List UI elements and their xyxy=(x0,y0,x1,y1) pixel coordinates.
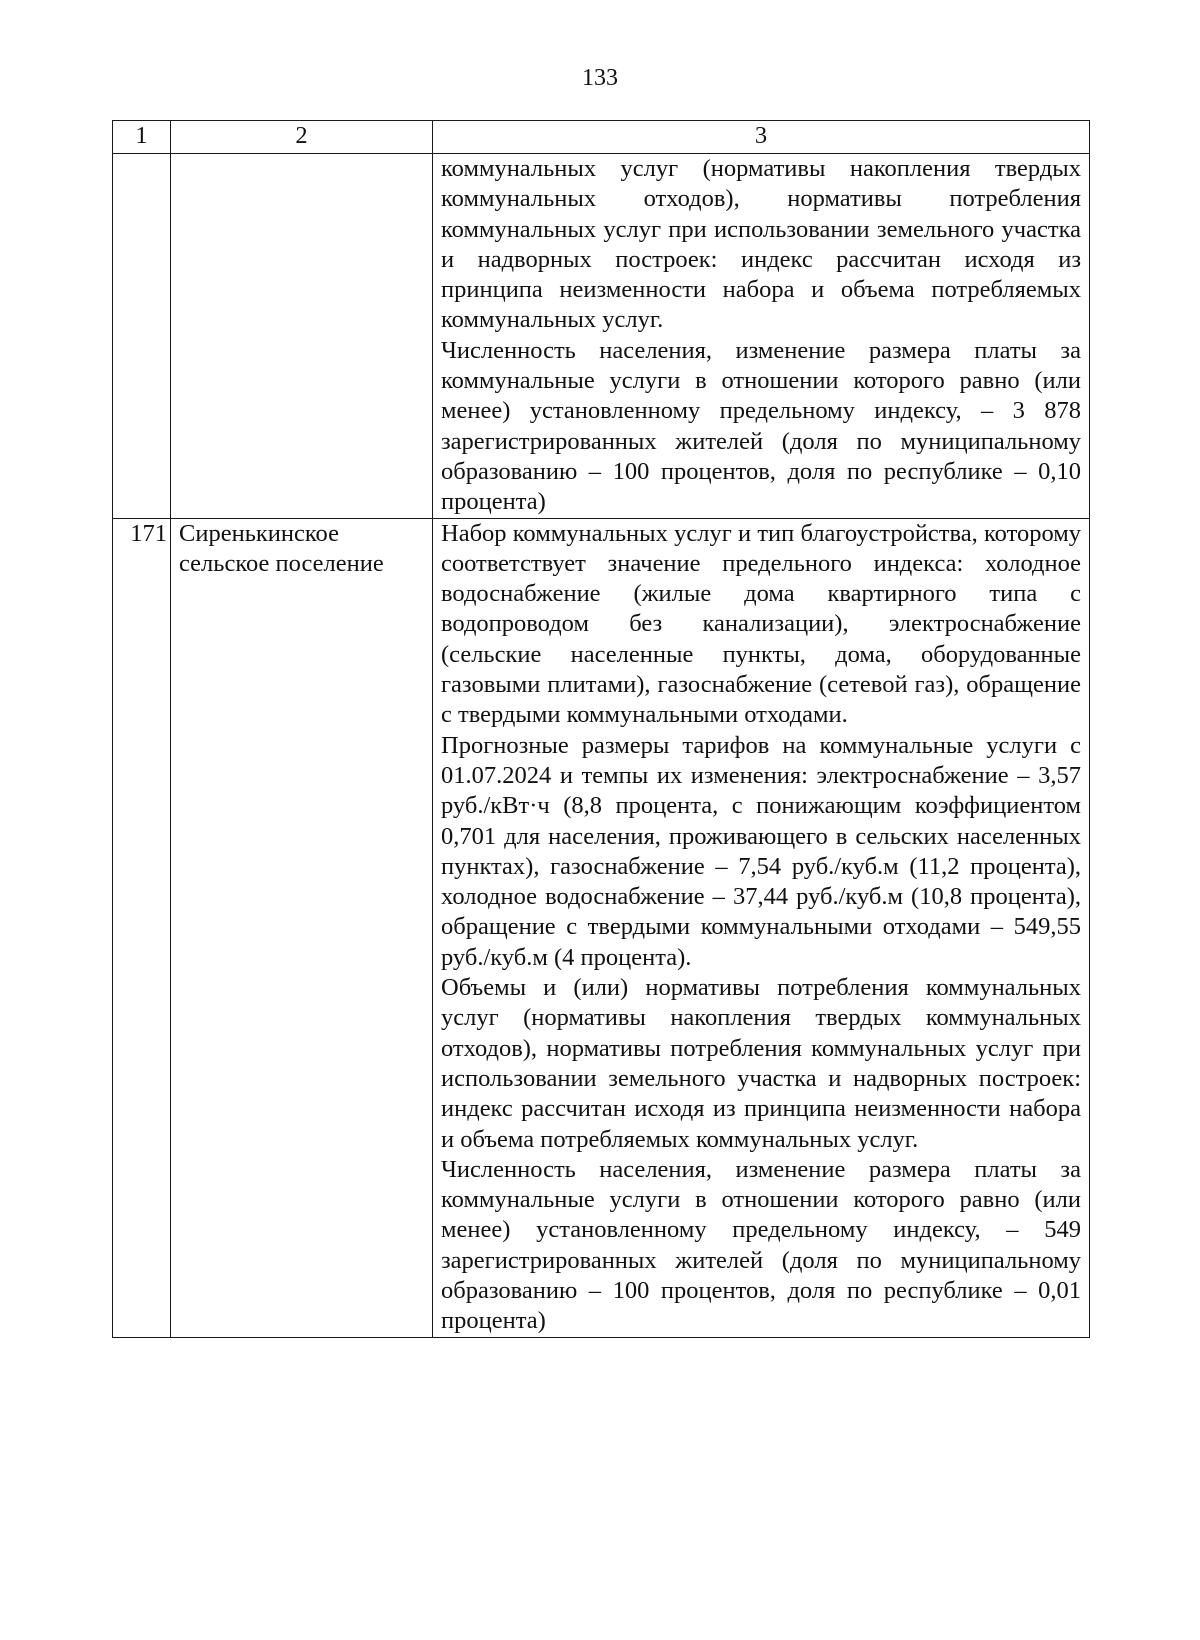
table-row xyxy=(113,154,1090,519)
settlement-name-cell: Сиренькинское сельское поселение xyxy=(171,518,433,1337)
row-number-cell xyxy=(113,154,171,519)
page-number: 133 xyxy=(582,65,618,91)
row-number-cell: 171 xyxy=(113,518,171,1337)
header-cell-2: 2 xyxy=(171,121,433,154)
description-cell xyxy=(433,154,1090,519)
paragraph: Набор коммунальных услуг и тип благоустройства, которому соответствует значение предельного индекса: холодное водоснабжение (жилые дома квартирного типа с водопроводом без канализации), электроснабжение (сельские населенные пункты, дома, оборудованные газовыми плитами), газоснабжение (сетевой газ), обращение с твердыми коммунальными отходами. xyxy=(441,519,1081,729)
paragraph: Прогнозные размеры тарифов на коммунальные услуги с 01.07.2024 и темпы их изменения: электроснабжение – 3,57 руб./кВт·ч (8,8 процента, с понижающим коэффициентом 0,701 для населения, проживающего в сельских населенных пунктах), газоснабжение – 7,54 руб./куб.м (11,2 процента), холодное водоснабжение – 37,44 руб./куб.м (10,8 процента), обращение с твердыми коммунальными отходами – 549,55 руб./куб.м (4 процента). xyxy=(441,731,1081,971)
header-cell-1: 1 xyxy=(113,121,171,154)
header-cell-3: 3 xyxy=(433,121,1090,154)
settlement-name-cell xyxy=(171,154,433,519)
paragraph: Численность населения, изменение размера платы за коммунальные услуги в отношении которого равно (или менее) установленному предельному индексу, – 549 зарегистрированных жителей (доля по муниципальному образованию – 100 процентов, доля по республике – 0,01 процента) xyxy=(441,1155,1081,1335)
document-table xyxy=(112,120,1090,1338)
paragraph: Численность населения, изменение размера платы за коммунальные услуги в отношении которого равно (или менее) установленному предельному индексу, – 3 878 зарегистрированных жителей (доля по муниципальному образованию – 100 процентов, доля по республике – 0,10 процента) xyxy=(441,336,1081,516)
table-header-row xyxy=(113,121,1090,154)
description-cell xyxy=(433,518,1090,1337)
paragraph: Объемы и (или) нормативы потребления коммунальных услуг (нормативы накопления твердых коммунальных отходов), нормативы потребления коммунальных услуг при использовании земельного участка и надворных построек: индекс рассчитан исходя из принципа неизменности набора и объема потребляемых коммунальных услуг. xyxy=(441,974,1081,1153)
table-row xyxy=(113,518,1090,1337)
paragraph: коммунальных услуг (нормативы накопления твердых коммунальных отходов), нормативы потребления коммунальных услуг при использовании земельного участка и надворных построек: индекс рассчитан исходя из принципа неизменности набора и объема потребляемых коммунальных услуг. xyxy=(441,155,1081,334)
